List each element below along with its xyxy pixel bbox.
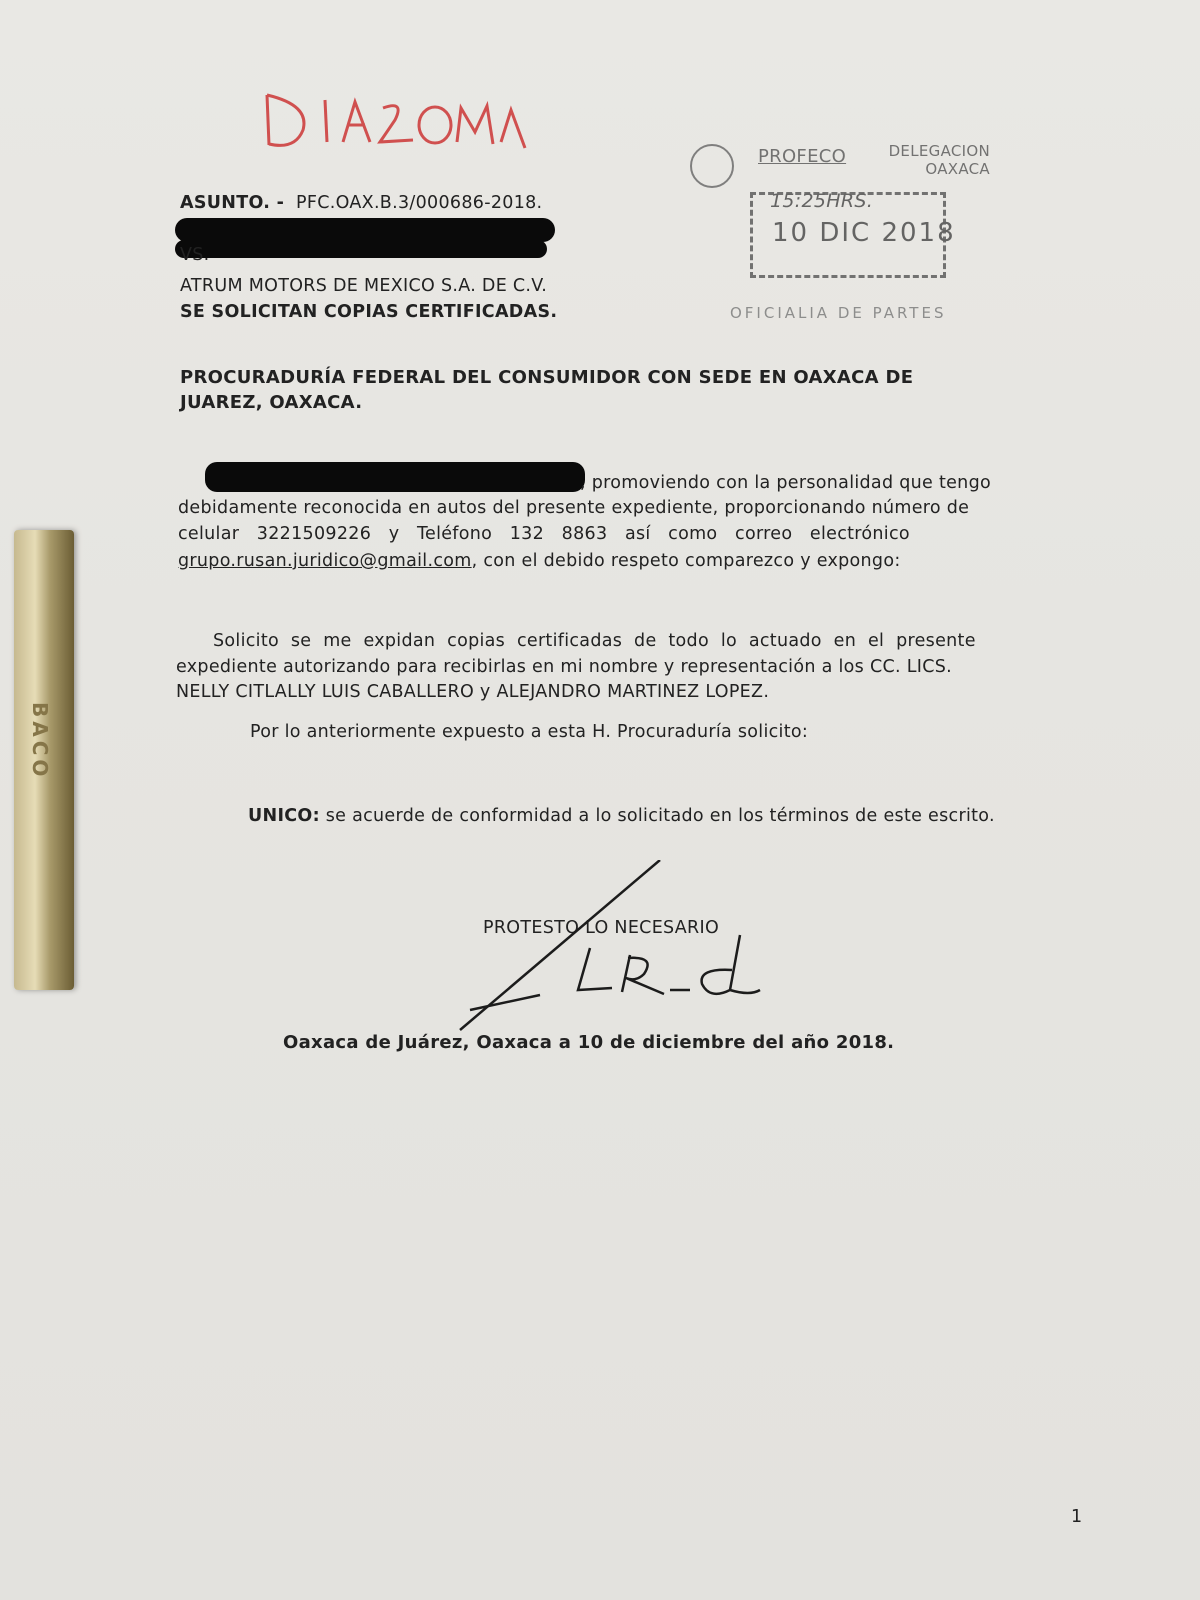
addressee-line-2: JUAREZ, OAXACA. (180, 392, 363, 413)
handwritten-note-diazoma (255, 70, 535, 160)
request-line-2: expediente autorizando para recibirlas en mi nombre y representación a los CC. LICS. (176, 657, 953, 677)
addressee-line-1: PROCURADURÍA FEDERAL DEL CONSUMIDOR CON SEDE EN OAXACA DE (180, 367, 914, 388)
page-number: 1 (1071, 1507, 1083, 1527)
binder-brand (28, 702, 52, 722)
intro-line-4: , con el debido respeto comparezco y expongo: (471, 551, 901, 571)
stamp-office: DELEGACION OAXACA (888, 142, 990, 178)
redaction-bar (175, 218, 555, 242)
request-line-3: NELLY CITLALLY LUIS CABALLERO y ALEJANDRO MARTINEZ LOPEZ. (176, 682, 770, 702)
stamp-footer: OFICIALIA DE PARTES (730, 304, 947, 322)
respondent-name: ATRUM MOTORS DE MEXICO S.A. DE C.V. (180, 276, 548, 296)
document-subject: SE SOLICITAN COPIAS CERTIFICADAS. (180, 302, 558, 322)
redaction-bar (205, 462, 585, 492)
protesto-line: PROTESTO LO NECESARIO (483, 918, 720, 938)
place-and-date: Oaxaca de Juárez, Oaxaca a 10 de diciembre del año 2018. (283, 1032, 895, 1053)
email-link: grupo.rusan.juridico@gmail.com (178, 551, 472, 571)
closing-intro: Por lo anteriormente expuesto a esta H. Procuraduría solicito: (250, 722, 809, 742)
intro-line-3: celular 3221509226 y Teléfono 132 8863 así como correo electrónico (178, 524, 910, 544)
request-line-1: Solicito se me expidan copias certificadas de todo lo actuado en el presente (213, 631, 976, 651)
asunto-label: ASUNTO. - (180, 193, 285, 213)
asunto-value: PFC.OAX.B.3/000686-2018. (296, 193, 543, 213)
petition-label: UNICO: (248, 806, 320, 826)
intro-line-2: debidamente reconocida en autos del presente expediente, proporcionando número de (178, 498, 970, 518)
petition-text: se acuerde de conformidad a lo solicitado en los términos de este escrito. (319, 806, 995, 826)
redaction-bar (175, 240, 547, 258)
seal-icon (690, 144, 734, 188)
stamp-time: 15:25HRS. (770, 190, 874, 212)
intro-line-1: , promoviendo con la personalidad que tengo (580, 473, 991, 493)
stamp-org: PROFECO (758, 146, 847, 167)
reception-stamp (690, 140, 1010, 330)
handwritten-signature (440, 860, 780, 1050)
vs-label: VS. (180, 245, 210, 265)
stamp-date: 10 DIC 2018 (772, 218, 956, 248)
